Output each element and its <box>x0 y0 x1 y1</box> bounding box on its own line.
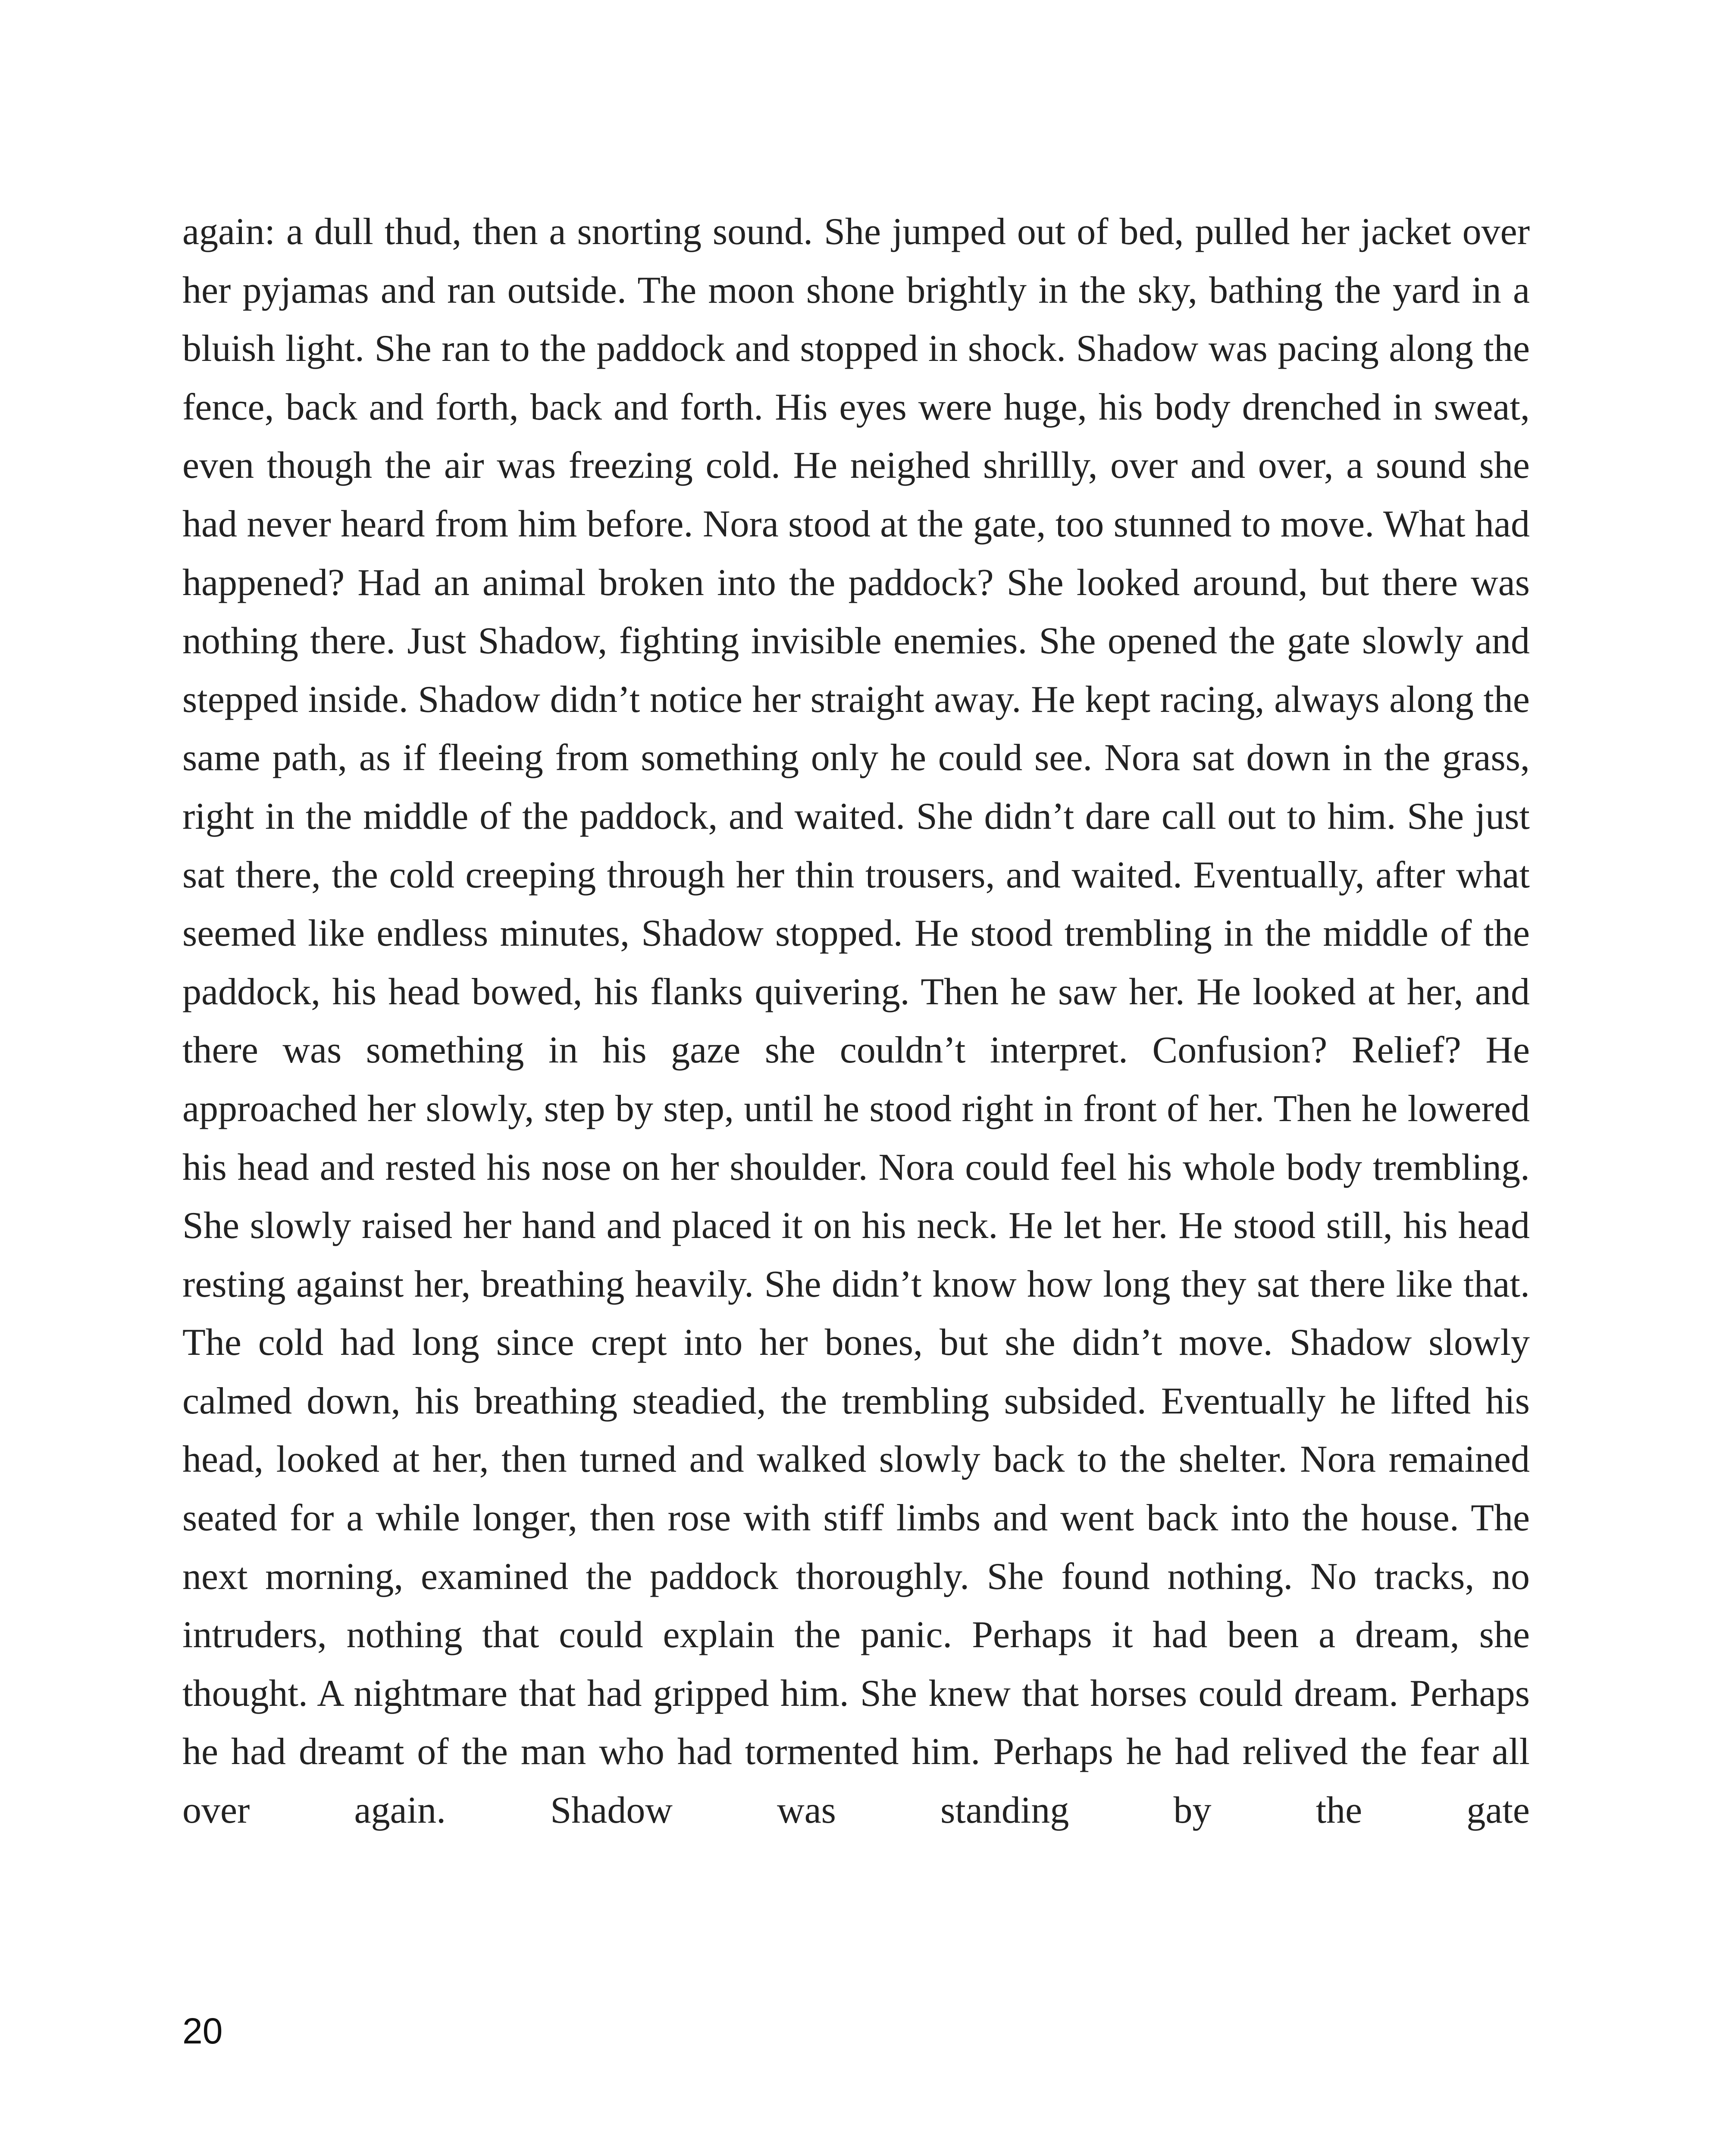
body-paragraph: again: a dull thud, then a snorting sound. She jumped out of bed, pulled her jacket over her pyjamas and ran outside. The moon shone brightly in the sky, bathing the yard in a bluish light. She ran to the paddock and stopped in shock. Shadow was pacing along the fence, back and forth, back and forth. His eyes were huge, his body drenched in sweat, even though the air was freezing cold. He neighed shrillly, over and over, a sound she had never heard from him before. Nora stood at the gate, too stunned to move. What had happened? Had an animal broken into the paddock? She looked around, but there was nothing there. Just Shadow, fighting invisible enemies. She opened the gate slowly and stepped inside. Shadow didn’t notice her straight away. He kept racing, always along the same path, as if fleeing from something only he could see. Nora sat down in the grass, right in the middle of the paddock, and waited. She didn’t dare call out to him. She just sat there, the cold creeping through her thin trousers, and waited. Eventually, after what seemed like endless minutes, Shadow stopped. He stood trembling in the middle of the paddock, his head bowed, his flanks quivering. Then he saw her. He looked at her, and there was something in his gaze she couldn’t interpret. Confusion? Relief? He approached her slowly, step by step, until he stood right in front of her. Then he lowered his head and rested his nose on her shoulder. Nora could feel his whole body trembling. She slowly raised her hand and placed it on his neck. He let her. He stood still, his head resting against her, breathing heavily. She didn’t know how long they sat there like that. The cold had long since crept into her bones, but she didn’t move. Shadow slowly calmed down, his breathing steadied, the trembling subsided. Eventually he lifted his head, looked at her, then turned and walked slowly back to the shelter. Nora remained seated for a while longer, then rose with stiff limbs and went back into the house. The next morning, examined the paddock thoroughly. She found nothing. No tracks, no intruders, nothing that could explain the panic. Perhaps it had been a dream, she thought. A nightmare that had gripped him. She knew that horses could dream. Perhaps he had dreamt of the man who had tormented him. Perhaps he had relived the fear all over again. Shadow was standing by the gate <box>182 211 1530 1832</box>
page-number: 20 <box>182 2011 223 2051</box>
